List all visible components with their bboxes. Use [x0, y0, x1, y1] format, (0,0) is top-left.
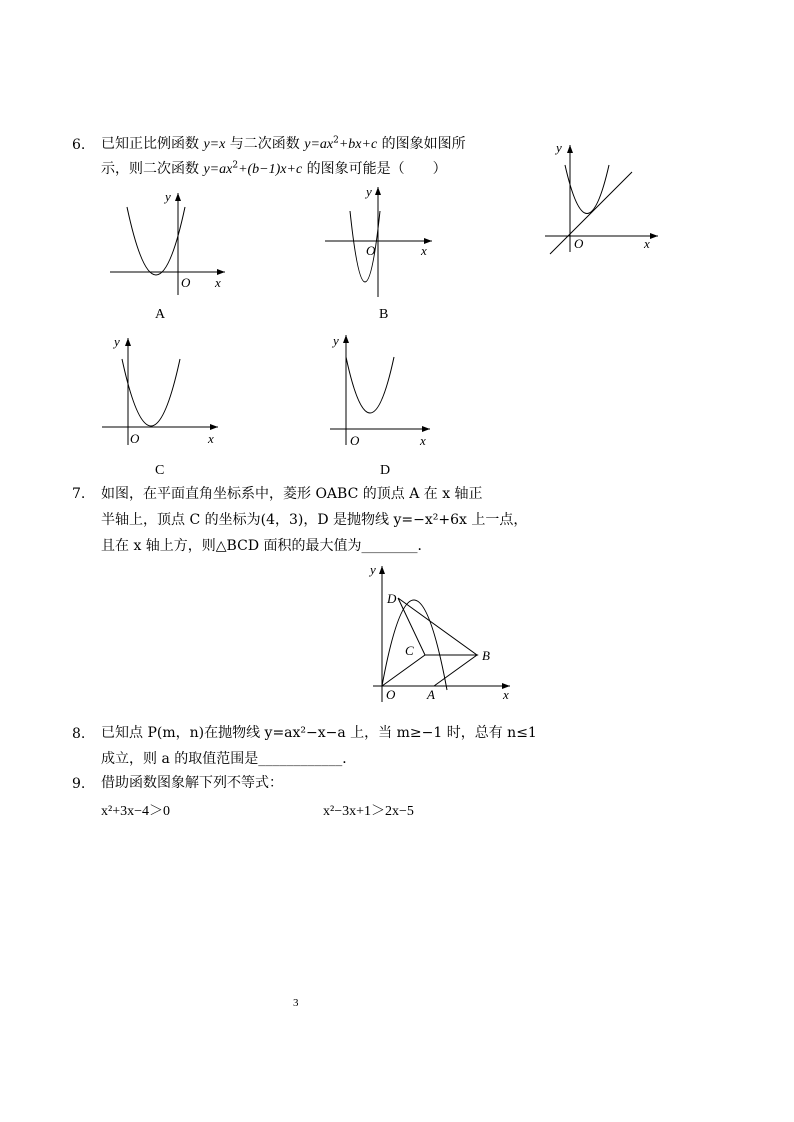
q9-inequality-2: x²−3x+1＞2x−5 [323, 804, 414, 819]
option-a-graph [105, 185, 235, 300]
c-y-label: y [114, 334, 120, 349]
q9-line1: 借助函数图象解下列不等式： [101, 775, 283, 791]
b-y-label: y [366, 184, 372, 199]
q8-number: 8. [72, 726, 86, 742]
q7-rhombus-figure [365, 562, 520, 707]
c-x-label: x [208, 431, 214, 446]
q8-line2: 成立，则 a 的取值范围是____________． [101, 751, 357, 767]
option-d-label: D [380, 463, 391, 478]
q7-line3: 且在 x 轴上方，则△BCD 面积的最大值为________． [101, 538, 432, 554]
b-x-label: x [421, 243, 427, 258]
q7-line2: 半轴上，顶点 C 的坐标为(4，3)，D 是抛物线 y=−x²+6x 上一点， [101, 512, 528, 528]
a-o-label: O [181, 275, 191, 290]
q6-number: 6. [72, 137, 86, 153]
b-o-label: O [366, 243, 376, 258]
option-a-label: A [155, 307, 166, 322]
q7-x-label: x [503, 687, 509, 702]
q7-b-label: B [482, 648, 490, 663]
d-o-label: O [350, 433, 360, 448]
q9-number: 9. [72, 776, 86, 792]
given-o-label: O [574, 236, 584, 251]
given-x-label: x [644, 236, 650, 251]
page-number: 3 [293, 997, 299, 1009]
a-x-label: x [215, 275, 221, 290]
option-b-label: B [379, 307, 389, 322]
d-x-label: x [420, 433, 426, 448]
option-c-graph [100, 333, 230, 448]
q7-y-label: y [370, 562, 376, 577]
option-d-graph [328, 333, 458, 448]
q6-line1: 已知正比例函数 y=x 与二次函数 $y=ax^2+bx+c$ 的图象如图所 [101, 135, 466, 152]
q6-line2: 示，则二次函数 $y=ax^2+(b-1)x+c$ 的图象可能是（ ） [101, 160, 447, 177]
q7-a-label: A [427, 687, 435, 702]
q7-number: 7. [72, 486, 86, 502]
q7-d-label: D [387, 591, 397, 606]
q9-inequality-1: x²+3x−4＞0 [101, 804, 170, 819]
c-o-label: O [130, 431, 140, 446]
q8-line1: 已知点 P(m，n)在抛物线 y=ax²−x−a 上，当 m≥−1 时，总有 n≤1 [101, 725, 537, 741]
q6-given-figure [540, 140, 670, 255]
given-y-label: y [556, 140, 562, 155]
option-b-graph [320, 185, 450, 300]
q7-line1: 如图，在平面直角坐标系中，菱形 OABC 的顶点 A 在 x 轴正 [101, 486, 483, 502]
q7-c-label: C [405, 643, 414, 658]
d-y-label: y [333, 333, 339, 348]
option-c-label: C [155, 463, 165, 478]
q7-o-label: O [386, 687, 396, 702]
a-y-label: y [165, 189, 171, 204]
